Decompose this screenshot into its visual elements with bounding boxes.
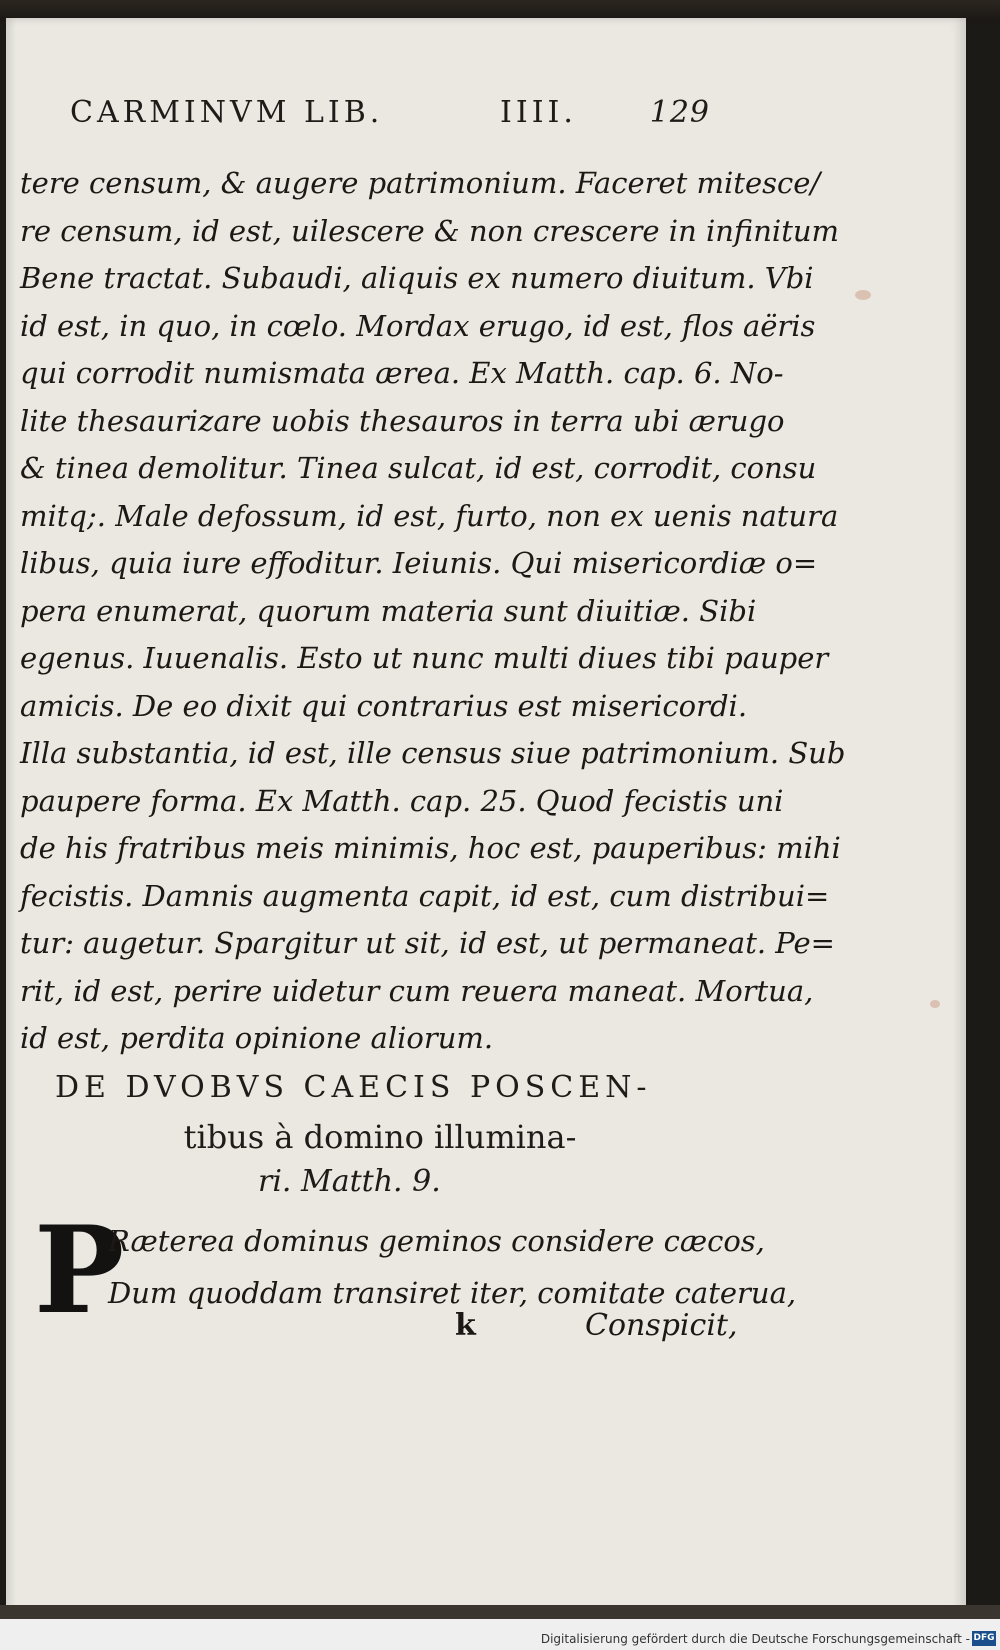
decorated-initial: P — [34, 1200, 125, 1341]
text-line: id est, in quo, in cœlo. Mordax erugo, id est, flos aëris — [20, 308, 816, 343]
text-line: amicis. De eo dixit qui contrarius est misericordi. — [20, 688, 748, 723]
section-heading-line: DE DVOBVS CAECIS POSCEN- — [55, 1070, 652, 1105]
text-line: & tinea demolitur. Tinea sulcat, id est, corrodit, consu — [20, 451, 817, 485]
section-heading — [40, 1070, 720, 1210]
text-line: pera enumerat, quorum materia sunt diuitiæ. Sibi — [20, 593, 757, 628]
text-line: lite thesaurizare uobis thesauros in terra ubi ærugo — [20, 403, 785, 438]
text-line: egenus. Iuuenalis. Esto ut nunc multi diues tibi pauper — [20, 641, 829, 675]
text-line: Bene tractat. Subaudi, aliquis ex numero diuitum. Vbi — [20, 261, 814, 295]
verse-line: Ræterea dominus geminos considere cæcos, — [108, 1224, 765, 1258]
verse-line: Dum quoddam transiret iter, comitate caterua, — [108, 1276, 797, 1310]
text-line: de his fratribus meis minimis, hoc est, pauperibus: mihi — [20, 831, 841, 865]
verse-text — [108, 1215, 797, 1319]
text-line: libus, quia iure effoditur. Ieiunis. Qui misericordiæ o= — [20, 546, 818, 580]
page-number: 129 — [649, 95, 710, 130]
signature-mark: k — [455, 1308, 476, 1343]
paper-stain — [930, 1000, 940, 1008]
text-line: tur: augetur. Spargitur ut sit, id est, ut permaneat. Pe= — [20, 926, 835, 960]
section-heading-line: tibus à domino illumina- — [183, 1118, 577, 1156]
running-head-book: IIII. — [500, 95, 577, 130]
text-line: qui corrodit numismata ærea. Ex Matth. cap. 6. No- — [20, 356, 784, 390]
text-line: re censum, id est, uilescere & non crescere in infinitum — [20, 213, 840, 248]
catchword: Conspicit, — [585, 1308, 738, 1343]
commentary-text — [20, 160, 846, 1063]
section-heading-line: ri. Matth. 9. — [258, 1164, 441, 1199]
text-line: fecistis. Damnis augmenta capit, id est, cum distribui= — [20, 878, 830, 913]
text-line: paupere forma. Ex Matth. cap. 25. Quod fecistis uni — [20, 783, 784, 818]
paper-stain — [855, 290, 871, 300]
text-line: id est, perdita opinione aliorum. — [20, 1021, 494, 1055]
running-head — [70, 95, 710, 141]
page-bottom-edge — [0, 1605, 1000, 1619]
text-line: tere censum, & augere patrimonium. Faceret mitesce/ — [20, 166, 821, 200]
text-line: rit, id est, perire uidetur cum reuera maneat. Mortua, — [20, 973, 814, 1008]
text-line: mitq;. Male defossum, id est, furto, non ex uenis natura — [20, 498, 839, 533]
running-head-title: CARMINVM LIB. — [70, 95, 384, 130]
footer-credit: Digitalisierung gefördert durch die Deutsche Forschungsgemeinschaft - — [540, 1632, 970, 1646]
dfg-logo: DFG — [972, 1631, 996, 1646]
text-line: Illa substantia, id est, ille census siue patrimonium. Sub — [20, 736, 846, 770]
